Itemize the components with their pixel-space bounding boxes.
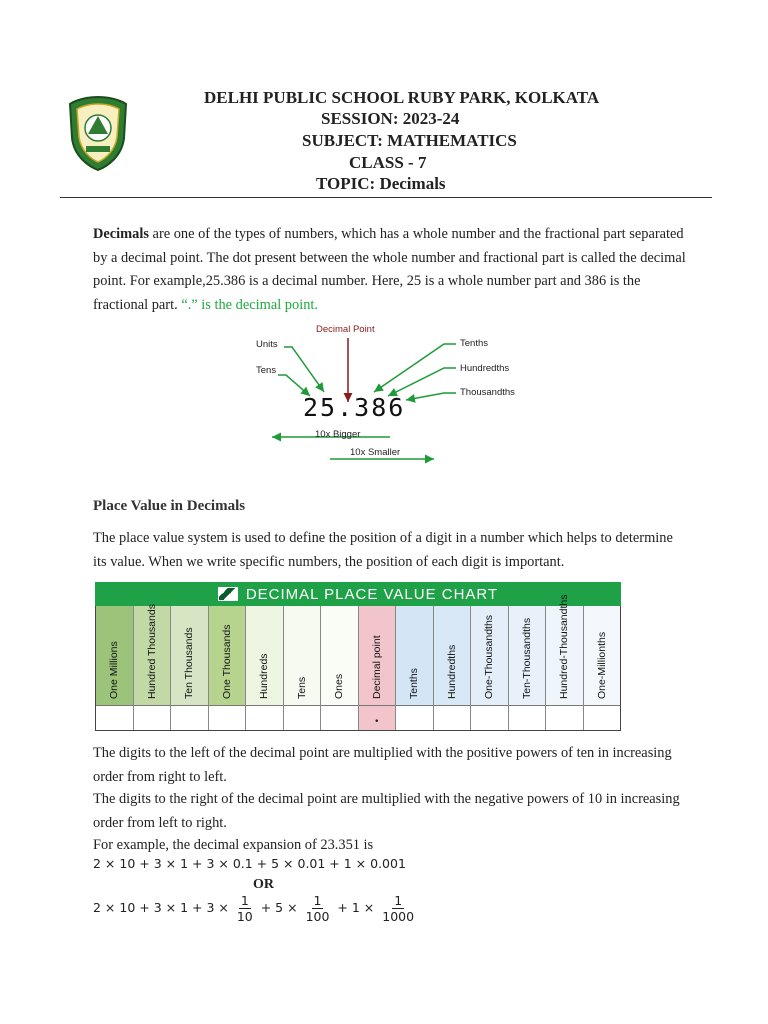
chart-column bbox=[321, 606, 359, 730]
decimal-number: 25.386 bbox=[303, 393, 406, 422]
decimal-point-label: Decimal Point bbox=[316, 324, 375, 335]
chart-mountain-icon bbox=[218, 587, 238, 601]
session: SESSION: 2023-24 bbox=[321, 109, 460, 128]
chart-column-label: Hundredths bbox=[445, 644, 458, 699]
thousandths-label: Thousandths bbox=[460, 387, 515, 398]
chart-title bbox=[95, 582, 621, 606]
tens-label: Tens bbox=[256, 365, 277, 376]
body-paragraph-3: For example, the decimal expansion of 23.351 is bbox=[93, 837, 374, 853]
fraction-denominator: 100 bbox=[305, 909, 330, 924]
chart-column-header bbox=[584, 606, 621, 706]
subject: SUBJECT: MATHEMATICS bbox=[302, 131, 517, 150]
place-value-chart bbox=[95, 582, 621, 731]
chart-column-label: Hundreds bbox=[258, 653, 271, 699]
or-label: OR bbox=[253, 877, 274, 892]
chart-column-label: Hundred Thousands bbox=[145, 604, 158, 699]
chart-column-header bbox=[359, 606, 396, 706]
chart-decimal-dot: . bbox=[374, 709, 379, 726]
chart-column bbox=[396, 606, 434, 730]
chart-column bbox=[134, 606, 172, 730]
chart-column-header bbox=[434, 606, 471, 706]
chart-column bbox=[209, 606, 247, 730]
hundredths-label: Hundredths bbox=[460, 363, 510, 374]
chart-cell bbox=[471, 706, 508, 730]
expansion-part-b: + 5 × bbox=[260, 900, 298, 915]
chart-column bbox=[96, 606, 134, 730]
chart-column-header bbox=[321, 606, 358, 706]
intro-paragraph bbox=[93, 223, 693, 317]
chart-column-label: Tenths bbox=[408, 668, 421, 699]
chart-column-label: One-Thousandths bbox=[483, 614, 496, 699]
fraction-tenth bbox=[235, 893, 255, 924]
chart-column-label: Tens bbox=[295, 676, 308, 699]
chart-column-label: One Millions bbox=[108, 641, 121, 699]
chart-column bbox=[171, 606, 209, 730]
fraction-numerator: 1 bbox=[313, 893, 322, 908]
chart-cell bbox=[96, 706, 133, 730]
units-label: Units bbox=[256, 339, 278, 350]
expansion-line-2 bbox=[93, 893, 418, 924]
fraction-numerator: 1 bbox=[394, 893, 403, 908]
body-paragraph-1: The digits to the left of the decimal point are multiplied with the positive powers of ten in increasing order from right to left. bbox=[93, 745, 672, 785]
chart-cell bbox=[359, 706, 396, 730]
body-paragraph-2: The digits to the right of the decimal point are multiplied with the negative powers of 10 in increasing order from left to right. bbox=[93, 791, 680, 831]
chart-cell bbox=[434, 706, 471, 730]
chart-column-header bbox=[246, 606, 283, 706]
intro-bold: Decimals bbox=[93, 226, 149, 242]
chart-cell bbox=[134, 706, 171, 730]
bigger-label: 10x Bigger bbox=[315, 429, 361, 440]
chart-column-label: Decimal point bbox=[370, 635, 383, 699]
chart-column bbox=[359, 606, 397, 730]
chart-column bbox=[471, 606, 509, 730]
chart-cell bbox=[171, 706, 208, 730]
chart-title-text: DECIMAL PLACE VALUE CHART bbox=[245, 585, 499, 603]
expansion-part-c: + 1 × bbox=[337, 900, 375, 915]
topic: TOPIC: Decimals bbox=[316, 174, 446, 193]
header-divider bbox=[60, 197, 712, 198]
chart-column bbox=[584, 606, 621, 730]
chart-cell bbox=[584, 706, 621, 730]
school-logo-icon bbox=[66, 94, 130, 172]
chart-cell bbox=[284, 706, 321, 730]
fraction-denominator: 10 bbox=[236, 909, 253, 924]
chart-column-header bbox=[509, 606, 546, 706]
chart-column-header bbox=[396, 606, 433, 706]
chart-column bbox=[546, 594, 584, 730]
chart-cell bbox=[509, 706, 546, 730]
place-value-text: The place value system is used to define the position of a digit in a number which helps to determine its value. When we write specific numbers, the position of each digit is important. bbox=[93, 530, 673, 570]
chart-cell bbox=[321, 706, 358, 730]
decimal-diagram bbox=[240, 320, 515, 465]
expansion-line-1: 2 × 10 + 3 × 1 + 3 × 0.1 + 5 × 0.01 + 1 × 0.001 bbox=[93, 856, 406, 871]
fraction-thousandth bbox=[380, 893, 416, 924]
intro-green: “.” is the decimal point. bbox=[181, 296, 318, 313]
chart-column bbox=[434, 606, 472, 730]
fraction-hundredth bbox=[304, 893, 332, 924]
place-value-heading: Place Value in Decimals bbox=[93, 498, 246, 514]
chart-cell bbox=[546, 706, 583, 730]
smaller-label: 10x Smaller bbox=[350, 447, 401, 458]
chart-column-label: Ones bbox=[333, 673, 346, 699]
fraction-numerator: 1 bbox=[240, 893, 249, 908]
chart-column-label: Hundred-Thousandths bbox=[558, 594, 571, 699]
chart-column-label: One-Millionths bbox=[595, 631, 608, 699]
chart-cell bbox=[209, 706, 246, 730]
expansion-part-a: 2 × 10 + 3 × 1 + 3 × bbox=[93, 900, 229, 915]
tenths-label: Tenths bbox=[460, 338, 488, 349]
chart-column-header bbox=[284, 606, 321, 706]
chart-column-header bbox=[546, 594, 583, 706]
fraction-denominator: 1000 bbox=[382, 909, 415, 924]
chart-column-header bbox=[96, 606, 133, 706]
chart-cell bbox=[246, 706, 283, 730]
chart-column-label: Ten Thousands bbox=[183, 627, 196, 699]
chart-cell bbox=[396, 706, 433, 730]
chart-column-header bbox=[134, 606, 171, 706]
chart-column bbox=[509, 606, 547, 730]
intro-text: are one of the types of numbers, which has a whole number and the fractional part separated by a decimal point. The dot present between the whole number and fractional part is called the decimal point. For example,25.386 is a decimal number. Here, 25 is a whole number part and 386 is the fractional part. bbox=[93, 226, 686, 313]
chart-column-label: Ten-Thousandths bbox=[520, 617, 533, 699]
chart-column bbox=[284, 606, 322, 730]
chart-column bbox=[246, 606, 284, 730]
chart-column-header bbox=[209, 606, 246, 706]
chart-column-header bbox=[171, 606, 208, 706]
chart-column-label: One Thousands bbox=[220, 624, 233, 699]
chart-column-header bbox=[471, 606, 508, 706]
school-name: DELHI PUBLIC SCHOOL RUBY PARK, KOLKATA bbox=[204, 88, 600, 107]
class: CLASS - 7 bbox=[349, 153, 427, 172]
